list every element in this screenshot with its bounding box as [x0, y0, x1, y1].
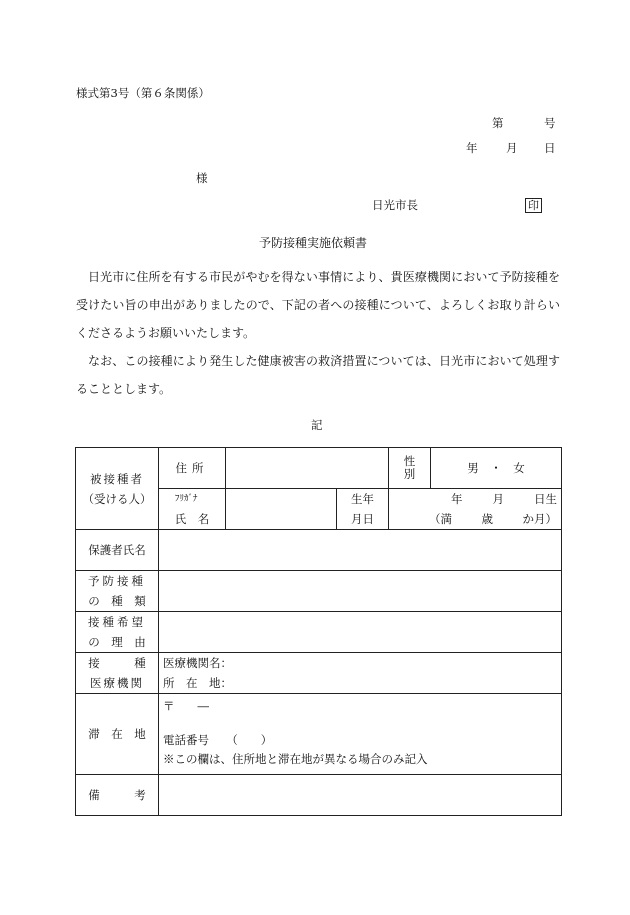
address-label: 住所: [159, 448, 226, 489]
birthdate-field[interactable]: 年 月 日生 （満 歳 か月）: [389, 489, 562, 530]
document-title: 予防接種実施依頼書: [259, 236, 368, 250]
form-number: 様式第3号（第６条関係）: [76, 86, 210, 100]
date-month: 月: [506, 141, 518, 155]
table-row: [76, 694, 562, 775]
guardian-label: 保護者氏名: [76, 530, 159, 571]
sex-label: 性 別: [389, 448, 431, 489]
table-row: [76, 612, 562, 653]
remarks-field[interactable]: [159, 775, 562, 816]
institution-label: 接 種 医療機関: [76, 653, 159, 694]
date-day: 日: [544, 141, 556, 155]
reason-label: 接種希望 の 理 由: [76, 612, 159, 653]
table-row: [76, 530, 562, 571]
stay-location-label: 滞 在 地: [76, 694, 159, 775]
recipient-label: 被接種者 （受ける人）: [76, 448, 159, 530]
number-go: 号: [544, 116, 556, 130]
body-paragraph-2: なお、この接種により発生した健康被害の救済措置については、日光市において処理することとします。: [76, 354, 560, 396]
table-row: [76, 571, 562, 612]
table-row: [76, 653, 562, 694]
birthdate-label: 生年 月日: [337, 489, 389, 530]
ki-label: 記: [311, 418, 323, 432]
vaccine-type-label: 予防接種 の 種 類: [76, 571, 159, 612]
seal-mark: 印: [525, 198, 542, 213]
stay-location-field[interactable]: 〒 ― 電話番号 （ ） ※この欄は、住所地と滞在地が異なる場合のみ記入: [159, 694, 562, 775]
number-dai: 第: [492, 116, 504, 130]
recipient-form-table: [75, 447, 562, 816]
sex-options[interactable]: 男 ・ 女: [431, 448, 562, 489]
name-label: ﾌﾘｶﾞﾅ 氏 名: [159, 489, 226, 530]
table-row: [76, 775, 562, 816]
name-field[interactable]: [226, 489, 337, 530]
issuer-name: 日光市長: [372, 198, 418, 212]
addressee-sama: 様: [196, 171, 208, 185]
remarks-label: 備 考: [76, 775, 159, 816]
institution-field[interactable]: 医療機関名： 所 在 地：: [159, 653, 562, 694]
guardian-field[interactable]: [159, 530, 562, 571]
reason-field[interactable]: [159, 612, 562, 653]
vaccine-type-field[interactable]: [159, 571, 562, 612]
date-year: 年: [466, 141, 478, 155]
table-row: [76, 448, 562, 489]
address-field[interactable]: [226, 448, 389, 489]
body-paragraph-1: 日光市に住所を有する市民がやむを得ない事情により、貴医療機関において予防接種を受けたい旨の申出がありましたので、下記の者への接種について、よろしくお取り計らいくださるようお願いいたします。: [76, 270, 560, 340]
